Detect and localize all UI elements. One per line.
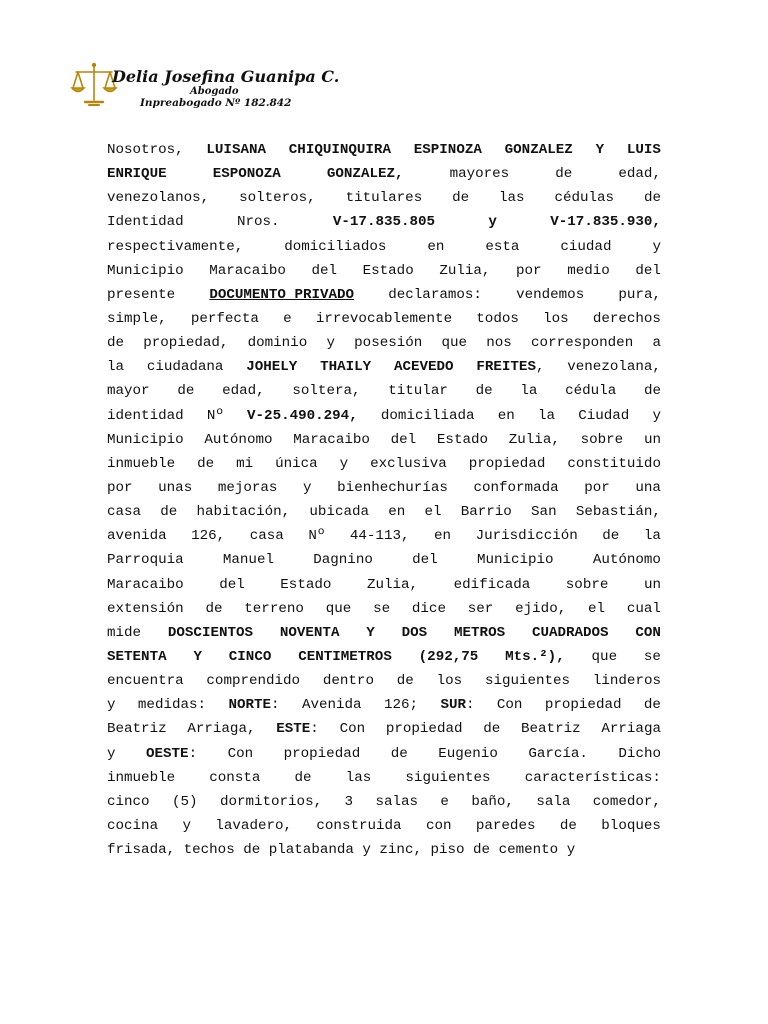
document-line <box>107 138 661 162</box>
document-word: Con <box>339 721 366 738</box>
document-line <box>107 548 661 572</box>
document-line <box>107 210 661 234</box>
document-word: siguientes <box>484 673 571 690</box>
document-word: San <box>531 504 557 521</box>
document-word: y <box>339 455 349 472</box>
document-word: de <box>555 166 573 183</box>
document-word: presente <box>107 286 176 303</box>
document-word: THAILY <box>320 359 372 376</box>
document-word: los <box>436 673 463 690</box>
document-line <box>107 814 661 838</box>
document-word: LUISANA <box>206 142 267 158</box>
document-word: Y <box>193 648 202 665</box>
document-line <box>107 259 661 283</box>
document-word: JOHELY <box>246 359 298 376</box>
document-word: SETENTA <box>107 648 167 665</box>
document-word: consta <box>209 769 261 786</box>
document-word: de <box>643 383 661 400</box>
document-word: todos <box>476 310 519 327</box>
document-word: Estado <box>436 431 489 448</box>
document-word: medio <box>567 262 610 279</box>
document-word: Municipio <box>107 262 184 279</box>
document-word: vendemos <box>516 286 585 303</box>
document-word: la <box>537 407 555 424</box>
document-word: Autónomo <box>204 431 273 448</box>
document-line <box>107 331 661 355</box>
document-line <box>107 186 661 210</box>
document-word: titulares <box>345 190 423 207</box>
document-line <box>107 669 661 693</box>
document-word: perfecta <box>190 310 259 327</box>
document-word: de <box>390 745 408 762</box>
document-word: Autónomo <box>592 552 661 569</box>
document-word: venezolanos, <box>107 190 210 207</box>
document-word: propiedad <box>385 721 463 738</box>
document-word: edad, <box>222 383 265 400</box>
document-line <box>107 500 661 524</box>
document-word: DOS <box>401 624 428 641</box>
document-word: Identidad <box>107 214 184 231</box>
document-word: titular <box>388 383 448 400</box>
document-word: mide <box>107 624 142 641</box>
document-word: propiedad, <box>143 335 229 352</box>
document-word: Sebastián, <box>575 504 661 521</box>
document-word: GONZALEZ <box>504 142 573 158</box>
document-word: ACEVEDO <box>393 359 454 376</box>
document-word: casa <box>249 528 284 545</box>
document-word: de <box>452 190 470 207</box>
document-word: un <box>643 576 661 593</box>
document-word: dentro <box>322 673 374 690</box>
document-word: las <box>499 190 525 207</box>
document-word: Dicho <box>618 745 661 762</box>
document-word: CUADRADOS <box>531 624 609 641</box>
document-word: Estado <box>280 576 332 593</box>
document-word: mayores <box>449 166 510 183</box>
document-word: Nosotros, <box>107 142 184 158</box>
document-word: Jurisdicción <box>475 528 578 545</box>
document-word: domiciliada <box>380 407 475 424</box>
document-word: pura, <box>618 286 661 303</box>
document-word: CHIQUINQUIRA <box>288 142 391 158</box>
document-word: salas <box>375 793 419 810</box>
document-word: siguientes <box>405 769 491 786</box>
document-word: Parroquia <box>107 552 184 569</box>
document-word: que <box>325 600 352 617</box>
document-word: dormitorios, <box>219 793 323 810</box>
document-word: y <box>566 842 576 859</box>
document-word: Barrio <box>460 504 512 521</box>
letterhead-role: Abogado <box>190 86 239 97</box>
document-word: y <box>303 479 312 496</box>
document-word: 3 <box>344 793 354 810</box>
document-word: se <box>373 600 391 617</box>
document-word: Maracaibo <box>293 431 370 448</box>
document-word: inmueble <box>107 455 176 472</box>
document-word: Arriaga, <box>187 721 256 738</box>
document-line <box>107 428 661 452</box>
document-word: habitación, <box>196 504 291 521</box>
letterhead <box>66 58 386 118</box>
document-word: DOSCIENTOS <box>167 624 254 641</box>
document-word: Nros. <box>236 214 280 231</box>
document-word: sala <box>536 793 571 810</box>
document-word: propiedad <box>468 455 546 472</box>
document-word: cédulas <box>554 190 615 207</box>
document-word: del <box>311 262 338 279</box>
document-word: inmueble <box>107 769 176 786</box>
document-word: por <box>516 262 542 279</box>
document-word: CINCO <box>228 648 272 665</box>
document-line <box>107 573 661 597</box>
document-word: de <box>643 697 661 714</box>
document-word: de <box>205 600 223 617</box>
document-word: de <box>197 455 215 472</box>
document-word: CENTIMETROS <box>298 648 392 665</box>
document-word: Estado <box>362 262 414 279</box>
document-word: sobre <box>565 576 609 593</box>
document-word: de <box>294 769 312 786</box>
document-line <box>107 283 661 307</box>
document-word: única <box>275 455 318 472</box>
document-word: cédula <box>565 383 617 400</box>
document-word: esta <box>485 238 520 255</box>
document-word: del <box>412 552 438 569</box>
document-word: Beatriz <box>521 721 581 738</box>
document-word: exclusiva <box>370 455 447 472</box>
document-word: García. <box>528 745 588 762</box>
document-word: ciudad <box>560 238 612 255</box>
document-word: dominio <box>247 335 308 352</box>
document-word: ESPONOZA <box>212 166 281 183</box>
document-word: de <box>473 842 491 859</box>
document-line <box>107 404 661 428</box>
document-word: solteros, <box>239 190 316 207</box>
document-word: de <box>483 721 501 738</box>
document-word: de <box>107 335 125 352</box>
document-word: derechos <box>592 310 661 327</box>
document-word: sobre <box>580 431 624 448</box>
document-word: corresponden <box>531 335 634 352</box>
document-word: V-17.835.805 <box>332 214 436 231</box>
document-word: la <box>643 528 661 545</box>
document-word: platabanda <box>268 842 354 859</box>
document-word: Nº <box>308 528 326 545</box>
document-word: Ciudad <box>578 407 630 424</box>
document-line <box>107 476 661 500</box>
document-word: por <box>107 479 133 496</box>
document-word: y <box>326 335 335 352</box>
document-word: 44-113, <box>349 528 410 545</box>
document-word: cinco <box>107 793 150 810</box>
document-word: 126; <box>383 697 419 714</box>
document-word: bloques <box>601 817 661 834</box>
document-word: de <box>243 842 261 859</box>
document-line <box>107 645 661 669</box>
document-word: e <box>440 793 449 810</box>
document-word: ubicada <box>309 504 370 521</box>
document-word: Y <box>595 142 605 158</box>
document-word: Avenida <box>301 697 362 714</box>
document-word: comedor, <box>592 793 661 810</box>
document-line <box>107 235 661 259</box>
document-word: frisada, <box>107 842 176 859</box>
document-word: a <box>652 335 661 352</box>
document-word: Beatriz <box>107 721 167 738</box>
document-word: ciudadana <box>146 359 224 376</box>
document-word: en <box>388 504 406 521</box>
document-line <box>107 693 661 717</box>
document-word: soltera, <box>292 383 361 400</box>
document-word: una <box>635 479 661 496</box>
document-word: propiedad <box>544 697 622 714</box>
document-word: Con <box>227 745 254 762</box>
document-word: el <box>588 600 606 617</box>
document-word: unas <box>158 479 193 496</box>
document-word: Maracaibo <box>107 576 184 593</box>
document-word: de <box>396 673 414 690</box>
document-line <box>107 742 661 766</box>
document-word: avenida <box>107 528 167 545</box>
document-word: mayor <box>107 383 150 400</box>
document-word: y <box>488 214 497 231</box>
letterhead-registration: Inpreabogado Nº 182.842 <box>140 97 292 109</box>
document-word: y <box>182 817 191 834</box>
document-word: características: <box>524 769 661 786</box>
document-word: Zulia, <box>508 431 560 448</box>
document-word: dice <box>411 600 446 617</box>
document-word: se <box>643 648 661 665</box>
document-word: cemento <box>498 842 559 859</box>
document-word: mejoras <box>217 479 278 496</box>
document-word: Zulia, <box>366 576 419 593</box>
document-word: piso <box>430 842 465 859</box>
document-word: extensión <box>107 600 184 617</box>
document-word: en <box>434 528 452 545</box>
document-line <box>107 307 661 331</box>
document-word: del <box>390 431 417 448</box>
document-word: de <box>177 383 195 400</box>
document-word: nos <box>486 335 512 352</box>
document-body <box>107 138 661 862</box>
document-word: en <box>497 407 515 424</box>
document-word: la <box>520 383 538 400</box>
document-word: posesión <box>354 335 423 352</box>
document-word: DOCUMENTO PRIVADO <box>209 286 355 303</box>
document-word: del <box>635 262 661 279</box>
document-word: edad, <box>618 166 661 183</box>
document-word: Municipio <box>107 431 184 448</box>
document-word: irrevocablemente <box>315 310 453 327</box>
document-line <box>107 621 661 645</box>
document-word: mi <box>236 455 254 472</box>
document-word: la <box>107 359 125 376</box>
document-word: baño, <box>471 793 514 810</box>
document-word: de <box>602 528 620 545</box>
document-word: LUIS <box>626 142 661 158</box>
document-word: zinc, <box>379 842 422 859</box>
document-word: y <box>107 745 116 762</box>
document-word: Municipio <box>476 552 554 569</box>
document-word: METROS <box>454 624 506 641</box>
document-word: Manuel <box>222 552 274 569</box>
document-word: venezolana, <box>567 359 661 376</box>
document-word: declaramos: <box>388 286 482 303</box>
document-word: 126, <box>191 528 226 545</box>
document-word: SUR: <box>440 697 475 714</box>
document-word: e <box>283 310 292 327</box>
document-line <box>107 524 661 548</box>
document-word: simple, <box>107 310 167 327</box>
document-word: por <box>584 479 610 496</box>
document-word: construida <box>316 817 402 834</box>
document-word: medidas: <box>137 697 207 714</box>
document-word: techos <box>183 842 235 859</box>
document-word: lavadero, <box>215 817 293 834</box>
document-word: casa <box>107 504 142 521</box>
document-word: GONZALEZ, <box>326 166 404 183</box>
document-word: un <box>643 431 661 448</box>
letterhead-name: Delia Josefina Guanipa C. <box>112 67 340 86</box>
document-word: V-17.835.930, <box>550 214 661 231</box>
document-word: (5) <box>171 793 198 810</box>
document-word: y <box>107 697 116 714</box>
document-line <box>107 717 661 741</box>
document-word: ESPINOZA <box>413 142 482 158</box>
document-word: del <box>219 576 245 593</box>
document-word: CON <box>635 624 661 641</box>
document-word: OESTE: <box>146 745 198 762</box>
document-word: terreno <box>244 600 304 617</box>
document-word: edificada <box>453 576 531 593</box>
document-word: Con <box>496 697 523 714</box>
document-word: Mts.²), <box>505 648 565 665</box>
document-word: cocina <box>107 817 159 834</box>
document-word: que <box>591 648 618 665</box>
document-word: Nº <box>206 407 224 424</box>
document-word: ejido, <box>515 600 567 617</box>
document-word: Maracaibo <box>209 262 286 279</box>
document-word: identidad <box>107 407 184 424</box>
document-line <box>107 766 661 790</box>
document-word: Eugenio <box>438 745 498 762</box>
document-word: respectivamente, <box>107 238 244 255</box>
document-word: de <box>643 190 661 207</box>
document-line <box>107 838 661 862</box>
document-word: linderos <box>592 673 661 690</box>
document-word: NORTE: <box>228 697 280 714</box>
document-word: Zulia, <box>439 262 491 279</box>
document-word: que <box>441 335 468 352</box>
document-word: (292,75 <box>418 648 479 665</box>
scales-of-justice-icon <box>70 60 118 108</box>
document-line <box>107 597 661 621</box>
document-word: y <box>652 407 661 424</box>
document-word: y <box>652 238 661 255</box>
document-line <box>107 162 661 186</box>
document-word: y <box>362 842 371 859</box>
document-line <box>107 790 661 814</box>
document-word: de <box>559 817 577 834</box>
document-word: en <box>427 238 445 255</box>
document-word: con <box>425 817 452 834</box>
document-word: el <box>424 504 442 521</box>
document-word: encuentra <box>107 673 184 690</box>
document-word: Y <box>366 624 375 641</box>
document-word: domiciliados <box>284 238 387 255</box>
document-word: comprendido <box>206 673 301 690</box>
document-line <box>107 355 661 379</box>
document-word: de <box>160 504 178 521</box>
document-word: los <box>543 310 569 327</box>
document-line <box>107 379 661 403</box>
document-word: las <box>345 769 372 786</box>
document-line <box>107 452 661 476</box>
document-word: ESTE: <box>276 721 319 738</box>
document-word: ser <box>467 600 494 617</box>
document-word: Dagnino <box>313 552 373 569</box>
document-word: conformada <box>473 479 559 496</box>
document-word: cual <box>626 600 661 617</box>
document-word: NOVENTA <box>279 624 340 641</box>
document-word: paredes <box>475 817 536 834</box>
document-word: constituido <box>567 455 661 472</box>
document-word: Arriaga <box>601 721 661 738</box>
document-word: ENRIQUE <box>107 166 167 183</box>
document-word: propiedad <box>283 745 361 762</box>
document-word: bienhechurías <box>337 479 448 496</box>
document-word: V-25.490.294, <box>247 407 358 424</box>
document-word: FREITES, <box>476 359 545 376</box>
document-word: de <box>475 383 493 400</box>
